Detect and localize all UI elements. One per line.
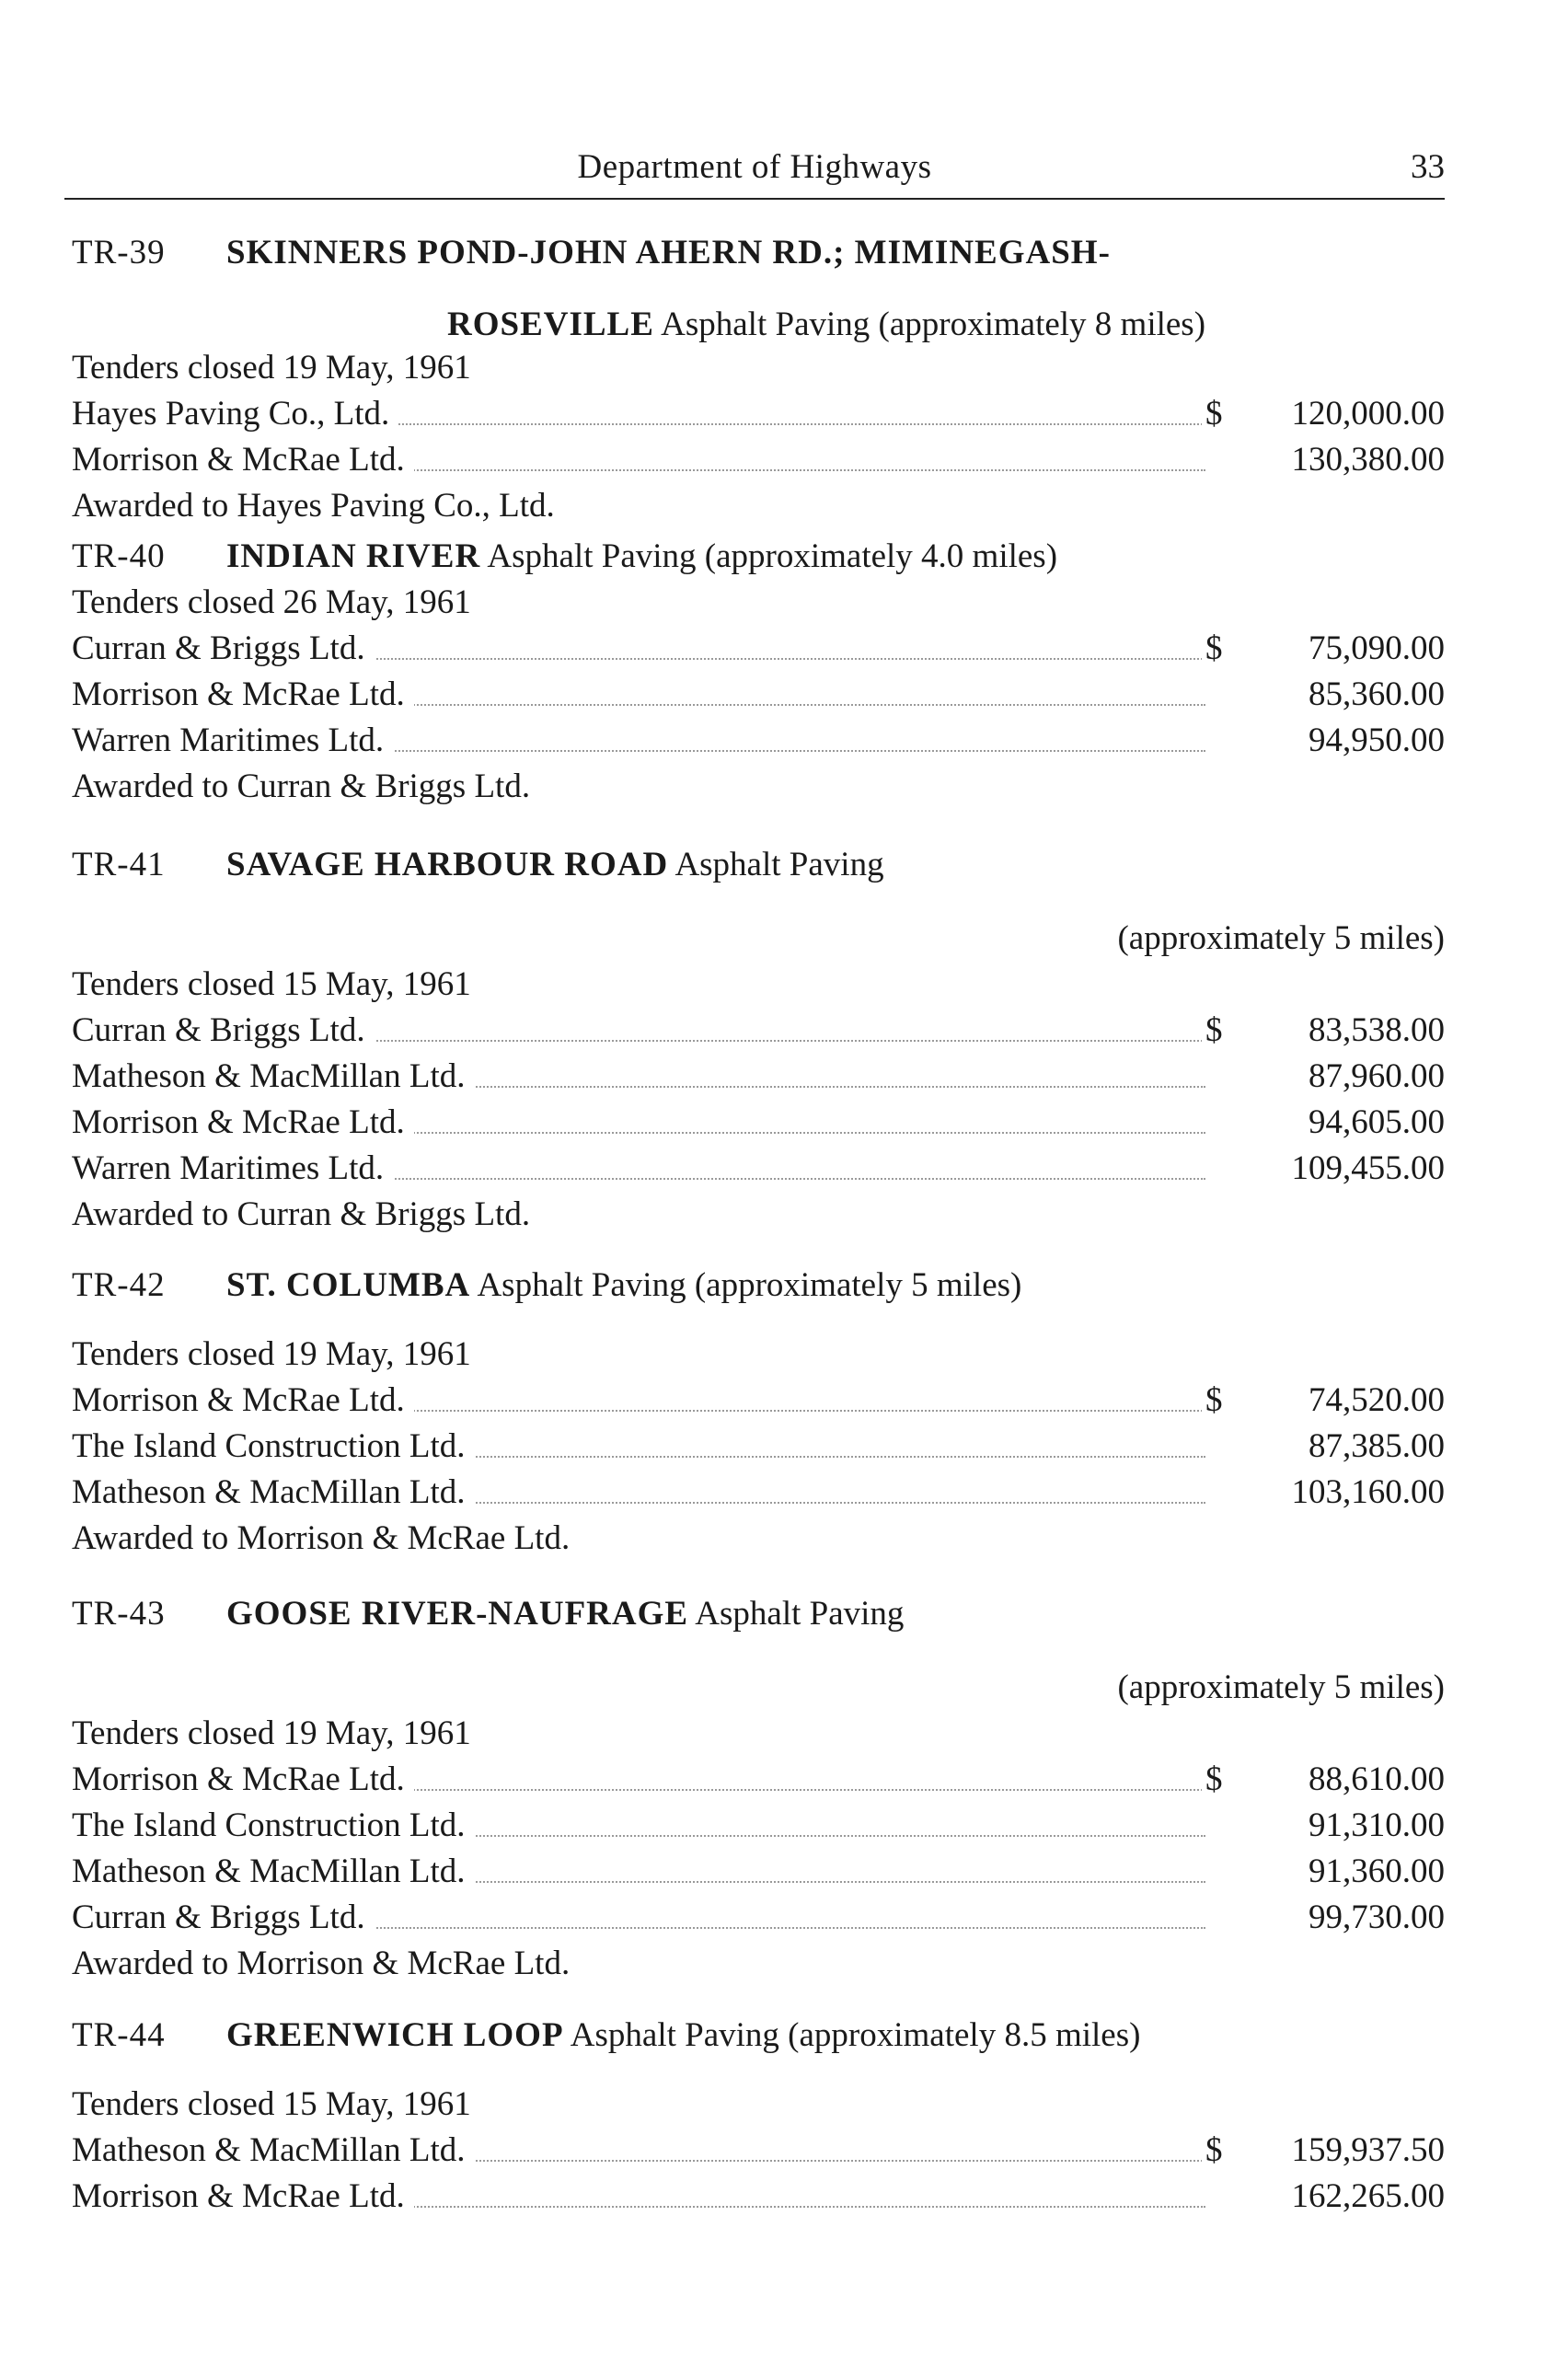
section-title (226, 233, 1111, 272)
header-rule (64, 198, 1445, 200)
bid-amount: 91,310.00 (1309, 1806, 1445, 1844)
bidder-name: Morrison & McRae Ltd. (72, 1760, 414, 1799)
work-description: Asphalt Paving (approximately 4.0 miles) (487, 537, 1058, 575)
bidder-name: Matheson & MacMillan Ltd. (72, 1852, 475, 1891)
page-number: 33 (1411, 148, 1445, 186)
bid-amount: 94,605.00 (1309, 1103, 1445, 1141)
award-note: Awarded to Curran & Briggs Ltd. (72, 768, 531, 805)
tender-row (72, 2176, 1445, 2221)
award-note: Awarded to Curran & Briggs Ltd. (72, 1195, 531, 1233)
contract-code: TR-43 (72, 1595, 166, 1633)
tender-row (72, 1380, 1445, 1425)
tender-row (72, 2130, 1445, 2175)
currency-sign: $ (1202, 394, 1227, 433)
section-title (226, 1265, 1021, 1305)
bidder-name: The Island Construction Ltd. (72, 1426, 475, 1466)
bid-amount: 94,950.00 (1309, 721, 1445, 759)
bid-amount: 109,455.00 (1291, 1149, 1445, 1187)
bidder-name: Matheson & MacMillan Ltd. (72, 1056, 475, 1096)
tenders-closed-date: Tenders closed 19 May, 1961 (72, 349, 471, 387)
currency-sign: $ (1202, 1010, 1227, 1050)
bid-amount: 87,960.00 (1309, 1057, 1445, 1095)
running-title: Department of Highways (577, 148, 932, 186)
work-description: Asphalt Paving (approximately 8 miles) (661, 306, 1206, 343)
tender-row (72, 1898, 1445, 1942)
bidder-name: Morrison & McRae Ltd. (72, 440, 414, 479)
currency-sign: $ (1202, 1760, 1227, 1799)
award-note: Awarded to Morrison & McRae Ltd. (72, 1519, 571, 1557)
tender-row (72, 721, 1445, 765)
bid-amount: 75,090.00 (1309, 629, 1445, 667)
bidder-name: Hayes Paving Co., Ltd. (72, 394, 398, 433)
award-note: Awarded to Morrison & McRae Ltd. (72, 1945, 571, 1982)
road-name: SAVAGE HARBOUR ROAD (226, 846, 669, 883)
work-description: Asphalt Paving (approximately 8.5 miles) (570, 2016, 1141, 2054)
bid-amount: 159,937.50 (1291, 2131, 1445, 2169)
road-name: SKINNERS POND-JOHN AHERN RD.; MIMINEGASH- (226, 234, 1111, 271)
section-title (226, 2015, 1140, 2055)
bidder-name: Morrison & McRae Ltd. (72, 675, 414, 714)
bidder-name: Curran & Briggs Ltd. (72, 1898, 375, 1937)
bid-amount: 120,000.00 (1291, 395, 1445, 433)
bid-amount: 87,385.00 (1309, 1427, 1445, 1465)
approximate-length: (approximately 5 miles) (1117, 1668, 1445, 1706)
tender-row (72, 1852, 1445, 1896)
bidder-name: Warren Maritimes Ltd. (72, 721, 393, 760)
bid-amount: 74,520.00 (1309, 1381, 1445, 1419)
bid-amount: 85,360.00 (1309, 675, 1445, 713)
contract-code: TR-39 (72, 234, 166, 271)
bid-amount: 83,538.00 (1309, 1011, 1445, 1049)
bid-amount: 88,610.00 (1309, 1760, 1445, 1798)
tender-row (72, 675, 1445, 719)
work-description: Asphalt Paving (approximately 5 miles) (477, 1266, 1022, 1304)
road-name: INDIAN RIVER (226, 537, 481, 575)
bidder-name: Matheson & MacMillan Ltd. (72, 1472, 475, 1512)
bidder-name: Curran & Briggs Ltd. (72, 1010, 375, 1050)
bidder-name: Curran & Briggs Ltd. (72, 629, 375, 668)
work-description: Asphalt Paving (695, 1595, 905, 1633)
tender-row (72, 1806, 1445, 1850)
section-title (226, 1594, 904, 1633)
tender-row (72, 1102, 1445, 1147)
award-note: Awarded to Hayes Paving Co., Ltd. (72, 487, 555, 525)
bid-amount: 162,265.00 (1291, 2177, 1445, 2215)
tender-row (72, 1148, 1445, 1193)
tenders-closed-date: Tenders closed 15 May, 1961 (72, 2085, 471, 2123)
currency-sign: $ (1202, 2130, 1227, 2170)
bid-amount: 130,380.00 (1291, 441, 1445, 479)
tender-row (72, 1426, 1445, 1471)
bid-amount: 103,160.00 (1291, 1473, 1445, 1511)
bid-amount: 91,360.00 (1309, 1852, 1445, 1890)
running-head (64, 147, 1445, 199)
tenders-closed-date: Tenders closed 26 May, 1961 (72, 583, 471, 621)
section-title (226, 537, 1057, 576)
tender-row (72, 394, 1445, 438)
work-description: Asphalt Paving (674, 846, 884, 883)
tenders-closed-date: Tenders closed 19 May, 1961 (72, 1335, 471, 1373)
bidder-name: The Island Construction Ltd. (72, 1806, 475, 1845)
bidder-name: Warren Maritimes Ltd. (72, 1148, 393, 1188)
tenders-closed-date: Tenders closed 19 May, 1961 (72, 1714, 471, 1752)
currency-sign: $ (1202, 1380, 1227, 1420)
tender-row (72, 440, 1445, 484)
contract-code: TR-41 (72, 846, 166, 883)
currency-sign: $ (1202, 629, 1227, 668)
contract-code: TR-42 (72, 1266, 166, 1304)
bidder-name: Morrison & McRae Ltd. (72, 1102, 414, 1142)
tender-row (72, 1472, 1445, 1517)
road-name-continued: ROSEVILLE (447, 306, 654, 343)
bidder-name: Morrison & McRae Ltd. (72, 1380, 414, 1420)
bidder-name: Matheson & MacMillan Ltd. (72, 2130, 475, 2170)
tender-row (72, 1760, 1445, 1804)
approximate-length: (approximately 5 miles) (1117, 919, 1445, 957)
section-heading-continued (447, 305, 1205, 349)
tender-row (72, 1056, 1445, 1101)
section-title (226, 845, 884, 884)
road-name: GOOSE RIVER-NAUFRAGE (226, 1595, 689, 1633)
road-name: GREENWICH LOOP (226, 2016, 564, 2054)
contract-code: TR-44 (72, 2016, 166, 2054)
bid-amount: 99,730.00 (1309, 1899, 1445, 1936)
tender-row (72, 629, 1445, 673)
bidder-name: Morrison & McRae Ltd. (72, 2176, 414, 2216)
road-name: ST. COLUMBA (226, 1266, 471, 1304)
contract-code: TR-40 (72, 537, 166, 575)
tenders-closed-date: Tenders closed 15 May, 1961 (72, 965, 471, 1003)
tender-row (72, 1010, 1445, 1055)
